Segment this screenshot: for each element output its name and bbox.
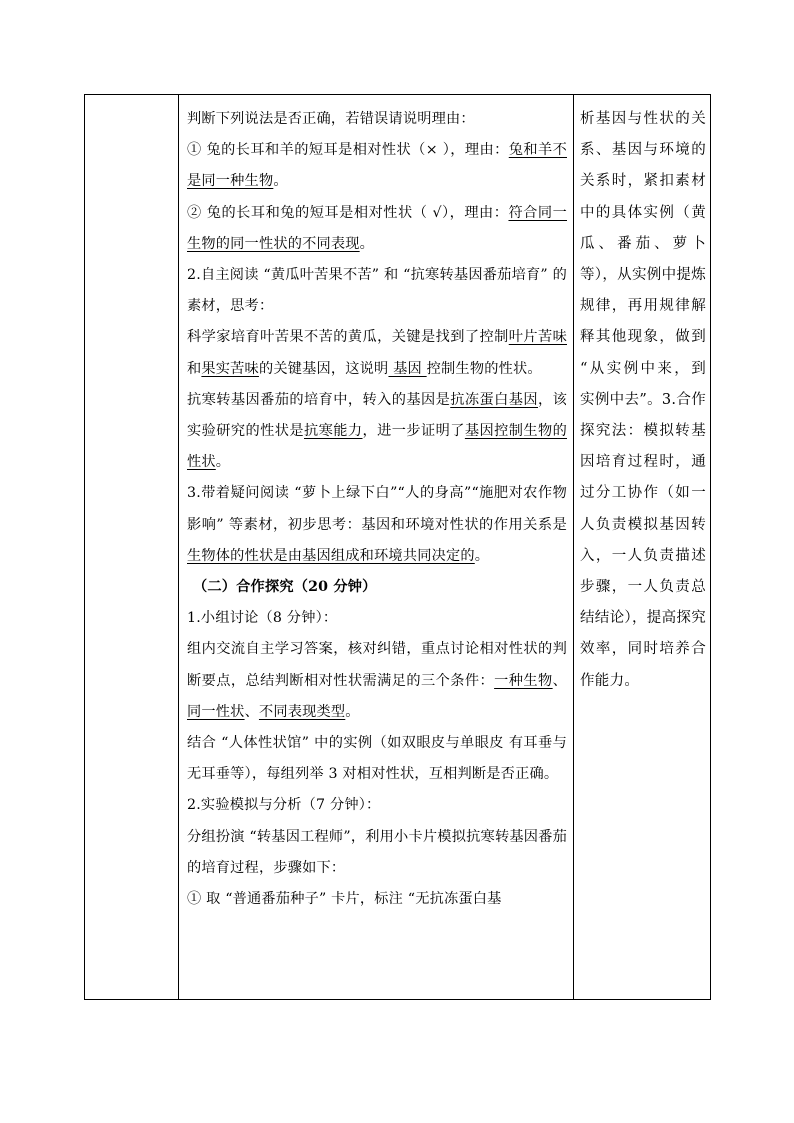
method-content: 析基因与性状的关系、基因与环境的关系时，紧扣素材中的具体实例（黄瓜、番茄、萝卜等），从实例中提炼规律，再用规律解释其他现象，做到 “从实例中来，到实例中去”。3.合作探究法：模拟转基因培育过程时，通过分工协作（如一人负责模拟基因转入，一人负责描述步骤，一人负责总结结论），提高探究效率，同时培养合作能力。 [580, 111, 706, 689]
answer-underline: 果实苦味 [201, 360, 259, 377]
judgement-item-2: ② 兔的长耳和兔的短耳是相对性状（ √），理由：符合同一生物的同一性状的不同表现。 [187, 204, 567, 252]
section-heading: （二）合作探究（20 分钟） [193, 579, 377, 596]
method-column-cell [574, 95, 711, 1000]
activity-column-cell [179, 95, 574, 1000]
answer-underline: 生物体的性状是由基因组成和环境共同决定的 [187, 547, 475, 564]
tomato-paragraph: 抗寒转基因番茄的培育中，转入的基因是抗冻蛋白基因，该实验研究的性状是抗寒能力，进一步证明了基因控制生物的性状。 [187, 391, 568, 471]
answer-underline: 符合同一生物的同一性状的不同表现 [187, 204, 567, 252]
answer-underline: 兔和羊不是同一种生物 [187, 142, 567, 190]
examples-paragraph: 结合 “人体性状馆” 中的实例（如双眼皮与单眼皮 有耳垂与无耳垂等），每组列举 3 对相对性状，互相判断是否正确。 [187, 735, 567, 783]
answer-underline: 基因 [388, 360, 427, 377]
answer-underline: 抗寒能力 [304, 423, 363, 440]
activity-content [179, 95, 573, 915]
answer-underline: 基因控制生物的性状 [187, 423, 568, 471]
lesson-plan-table [84, 94, 711, 1000]
answer-underline: 不同表现类型 [258, 703, 346, 720]
reading-task-3: 3.带着疑问阅读 “萝卜上绿下白”“人的身高”“施肥对农作物影响” 等素材，初步思考：基因和环境对性状的作用关系是生物体的性状是由基因组成和环境共同决定的。 [187, 485, 567, 564]
instruction-paragraph: 判断下列说法是否正确，若错误请说明理由： [187, 111, 475, 127]
table-row [85, 95, 711, 1000]
answer-underline: 叶片苦味 [508, 329, 567, 346]
answer-underline: 抗冻蛋白基因 [450, 391, 538, 408]
simulation-paragraph: 分组扮演 “转基因工程师”，利用小卡片模拟抗寒转基因番茄的培育过程，步骤如下： [187, 828, 567, 876]
left-column-cell [85, 95, 179, 1000]
reading-task-2: 2.自主阅读 “黄瓜叶苦果不苦” 和 “抗寒转基因番茄培育” 的素材，思考： [187, 267, 567, 315]
discussion-paragraph: 组内交流自主学习答案，核对纠错，重点讨论相对性状的判断要点，总结判断相对性状需满足的三个条件：一种生物、同一性状、不同表现类型。 [187, 641, 567, 720]
simulation-step-1: ① 取 “普通番茄种子” 卡片，标注 “无抗冻蛋白基 [187, 891, 502, 908]
answer-underline: 同一性状 [187, 703, 245, 720]
group-discussion-heading: 1.小组讨论（8 分钟）： [187, 610, 338, 627]
cucumber-paragraph: 科学家培育叶苦果不苦的黄瓜，关键是找到了控制叶片苦味 和果实苦味的关键基因，这说明 基因 控制生物的性状。 [187, 329, 567, 377]
simulation-heading: 2.实验模拟与分析（7 分钟）： [187, 797, 381, 814]
answer-underline: 一种生物 [494, 672, 553, 689]
judgement-item-1: ① 兔的长耳和羊的短耳是相对性状（× ），理由：兔和羊不是同一种生物。 [187, 142, 567, 190]
